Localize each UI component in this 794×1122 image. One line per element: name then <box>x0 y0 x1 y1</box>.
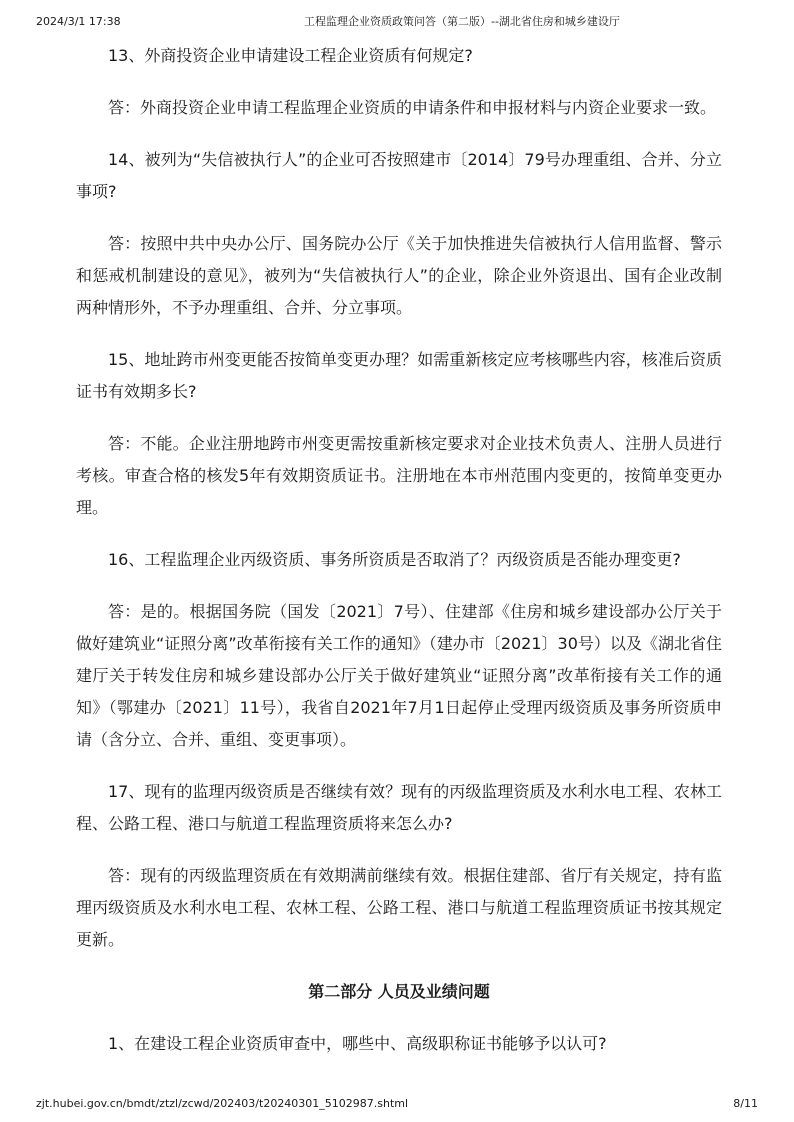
answer-17: 答：现有的丙级监理资质在有效期满前继续有效。根据住建部、省厅有关规定，持有监理丙级资质及水利水电工程、农林工程、公路工程、港口与航道工程监理资质证书按其规定更新。 <box>76 866 722 949</box>
answer-16: 答：是的。根据国务院（国发〔2021〕7号）、住建部《住房和城乡建设部办公厅关于做好建筑业“证照分离”改革衔接有关工作的通知》（建办市〔2021〕30号）以及《湖北省住建厅关于转发住房和城乡建设部办公厅关于做好建筑业“证照分离”改革衔接有关工作的通知》（鄂建办〔2021〕11号），我省自2021年7月1日起停止受理丙级资质及事务所资质申请（含分立、合并、重组、变更事项）。 <box>76 602 722 749</box>
print-footer <box>0 1096 794 1112</box>
print-date: 2024/3/1 17:38 <box>36 15 121 28</box>
answer-15: 答：不能。企业注册地跨市州变更需按重新核定要求对企业技术负责人、注册人员进行考核。审查合格的核发5年有效期资质证书。注册地在本市州范围内变更的，按简单变更办理。 <box>76 434 722 517</box>
print-url: zjt.hubei.gov.cn/bmdt/ztzl/zcwd/202403/t20240301_5102987.shtml <box>36 1097 409 1110</box>
section-heading: 第二部分 人员及业绩问题 <box>308 982 490 1001</box>
page-number: 8/11 <box>733 1097 758 1110</box>
document-body <box>76 40 722 1080</box>
answer-13: 答：外商投资企业申请工程监理企业资质的申请条件和申报材料与内资企业要求一致。 <box>108 98 717 117</box>
print-header <box>0 14 794 30</box>
answer-14: 答：按照中共中央办公厅、国务院办公厅《关于加快推进失信被执行人信用监督、警示和惩戒机制建设的意见》，被列为“失信被执行人”的企业，除企业外资退出、国有企业改制两种情形外，不予办理重组、合并、分立事项。 <box>76 234 722 317</box>
question-15: 15、地址跨市州变更能否按简单变更办理？如需重新核定应考核哪些内容，核准后资质证书有效期多长? <box>76 350 722 401</box>
question-17: 17、现有的监理丙级资质是否继续有效？现有的丙级监理资质及水利水电工程、农林工程、公路工程、港口与航道工程监理资质将来怎么办? <box>76 782 722 833</box>
print-page-title: 工程监理企业资质政策问答（第二版）--湖北省住房和城乡建设厅 <box>304 15 620 28</box>
question-part2-1: 1、在建设工程企业资质审查中，哪些中、高级职称证书能够予以认可? <box>108 1034 607 1053</box>
question-13: 13、外商投资企业申请建设工程企业资质有何规定? <box>108 46 473 65</box>
question-14: 14、被列为“失信被执行人”的企业可否按照建市〔2014〕79号办理重组、合并、分立事项? <box>76 150 722 201</box>
question-16: 16、工程监理企业丙级资质、事务所资质是否取消了？丙级资质是否能办理变更? <box>108 550 681 569</box>
